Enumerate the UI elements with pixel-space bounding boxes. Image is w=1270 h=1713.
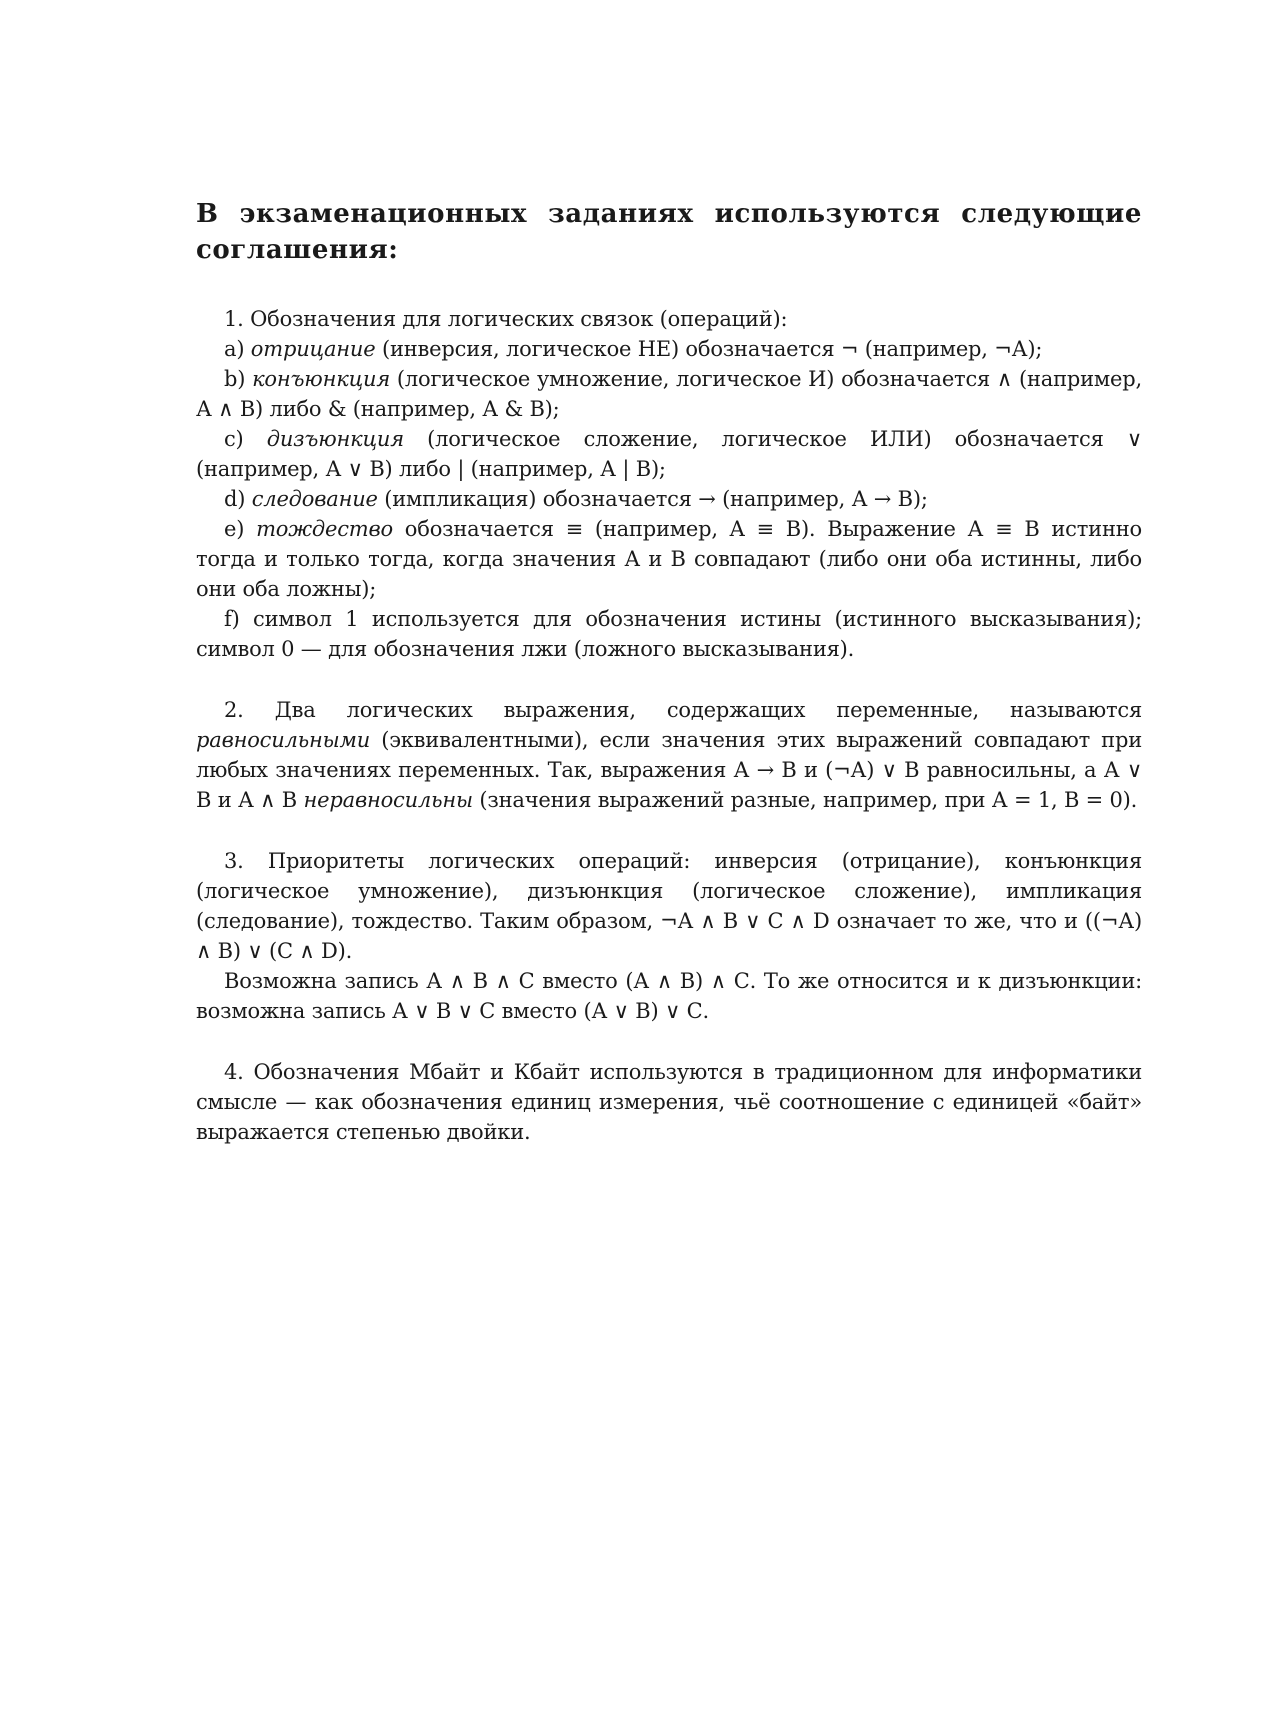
item-b-term: конъюнкция xyxy=(252,367,391,391)
section-2-part-2: (эквивалентными), если значения этих выражений совпадают при любых значениях переменных. Так, выражения А → В и (¬А) ∨ В равносильны, а А ∨ В и А ∧ В xyxy=(196,728,1142,812)
section-2-term-1: равносильными xyxy=(196,728,371,752)
item-d-rest: (импликация) обозначается → (например, А → В); xyxy=(377,487,928,511)
section-4 xyxy=(196,1057,1142,1147)
section-4-paragraph: 4. Обозначения Мбайт и Кбайт используются в традиционном для информатики смысле — как обозначения единиц измерения, чьё соотношение с единицей «байт» выражается степенью двойки. xyxy=(196,1060,1142,1144)
section-2-paragraph xyxy=(196,695,1142,815)
item-c-rest: (логическое сложение, логическое ИЛИ) обозначается ∨ (например, А ∨ В) либо | (например, А | В); xyxy=(196,427,1142,481)
section-1-intro: 1. Обозначения для логических связок (операций): xyxy=(224,307,788,331)
section-2-part-1: 2. Два логических выражения, содержащих переменные, называются xyxy=(224,698,1142,722)
item-b xyxy=(196,364,1142,424)
item-a xyxy=(196,334,1142,364)
item-e xyxy=(196,514,1142,604)
item-b-prefix: b) xyxy=(224,367,253,391)
item-b-rest: (логическое умножение, логическое И) обозначается ∧ (например, А ∧ В) либо & (например, А & В); xyxy=(196,367,1142,421)
page-content xyxy=(196,196,1142,1178)
item-e-rest: обозначается ≡ (например, A ≡ B). Выражение А ≡ В истинно тогда и только тогда, когда значения А и В совпадают (либо они оба истинны, либо они оба ложны); xyxy=(196,517,1142,601)
section-3-paragraph-2: Возможна запись А ∧ В ∧ С вместо (А ∧ В) ∧ С. То же относится и к дизъюнкции: возможна запись А ∨ В ∨ С вместо (А ∨ В) ∨ С. xyxy=(196,969,1142,1023)
item-d xyxy=(196,484,1142,514)
item-c-prefix: c) xyxy=(224,427,267,451)
page-heading: В экзаменационных заданиях используются следующие соглашения: xyxy=(196,199,1142,265)
item-e-term: тождество xyxy=(256,517,393,541)
section-2-part-3: (значения выражений разные, например, при А = 1, В = 0). xyxy=(472,788,1138,812)
section-1 xyxy=(196,304,1142,664)
section-3-paragraph-1: 3. Приоритеты логических операций: инверсия (отрицание), конъюнкция (логическое умножение), дизъюнкция (логическое сложение), импликация (следование), тождество. Таким образом, ¬А ∧ В ∨ С ∧ D означает то же, что и ((¬А) ∧ В) ∨ (С ∧ D). xyxy=(196,849,1142,963)
section-2-term-2: неравносильны xyxy=(303,788,473,812)
item-a-rest: (инверсия, логическое НЕ) обозначается ¬ (например, ¬А); xyxy=(375,337,1043,361)
section-2 xyxy=(196,695,1142,815)
item-d-term: следование xyxy=(251,487,378,511)
item-a-term: отрицание xyxy=(250,337,376,361)
item-c-term: дизъюнкция xyxy=(266,427,404,451)
item-f: f) символ 1 используется для обозначения истины (истинного высказывания); символ 0 — для обозначения лжи (ложного высказывания). xyxy=(196,607,1142,661)
section-3 xyxy=(196,846,1142,1026)
item-e-prefix: e) xyxy=(224,517,257,541)
item-c xyxy=(196,424,1142,484)
item-d-prefix: d) xyxy=(224,487,252,511)
item-a-prefix: a) xyxy=(224,337,251,361)
